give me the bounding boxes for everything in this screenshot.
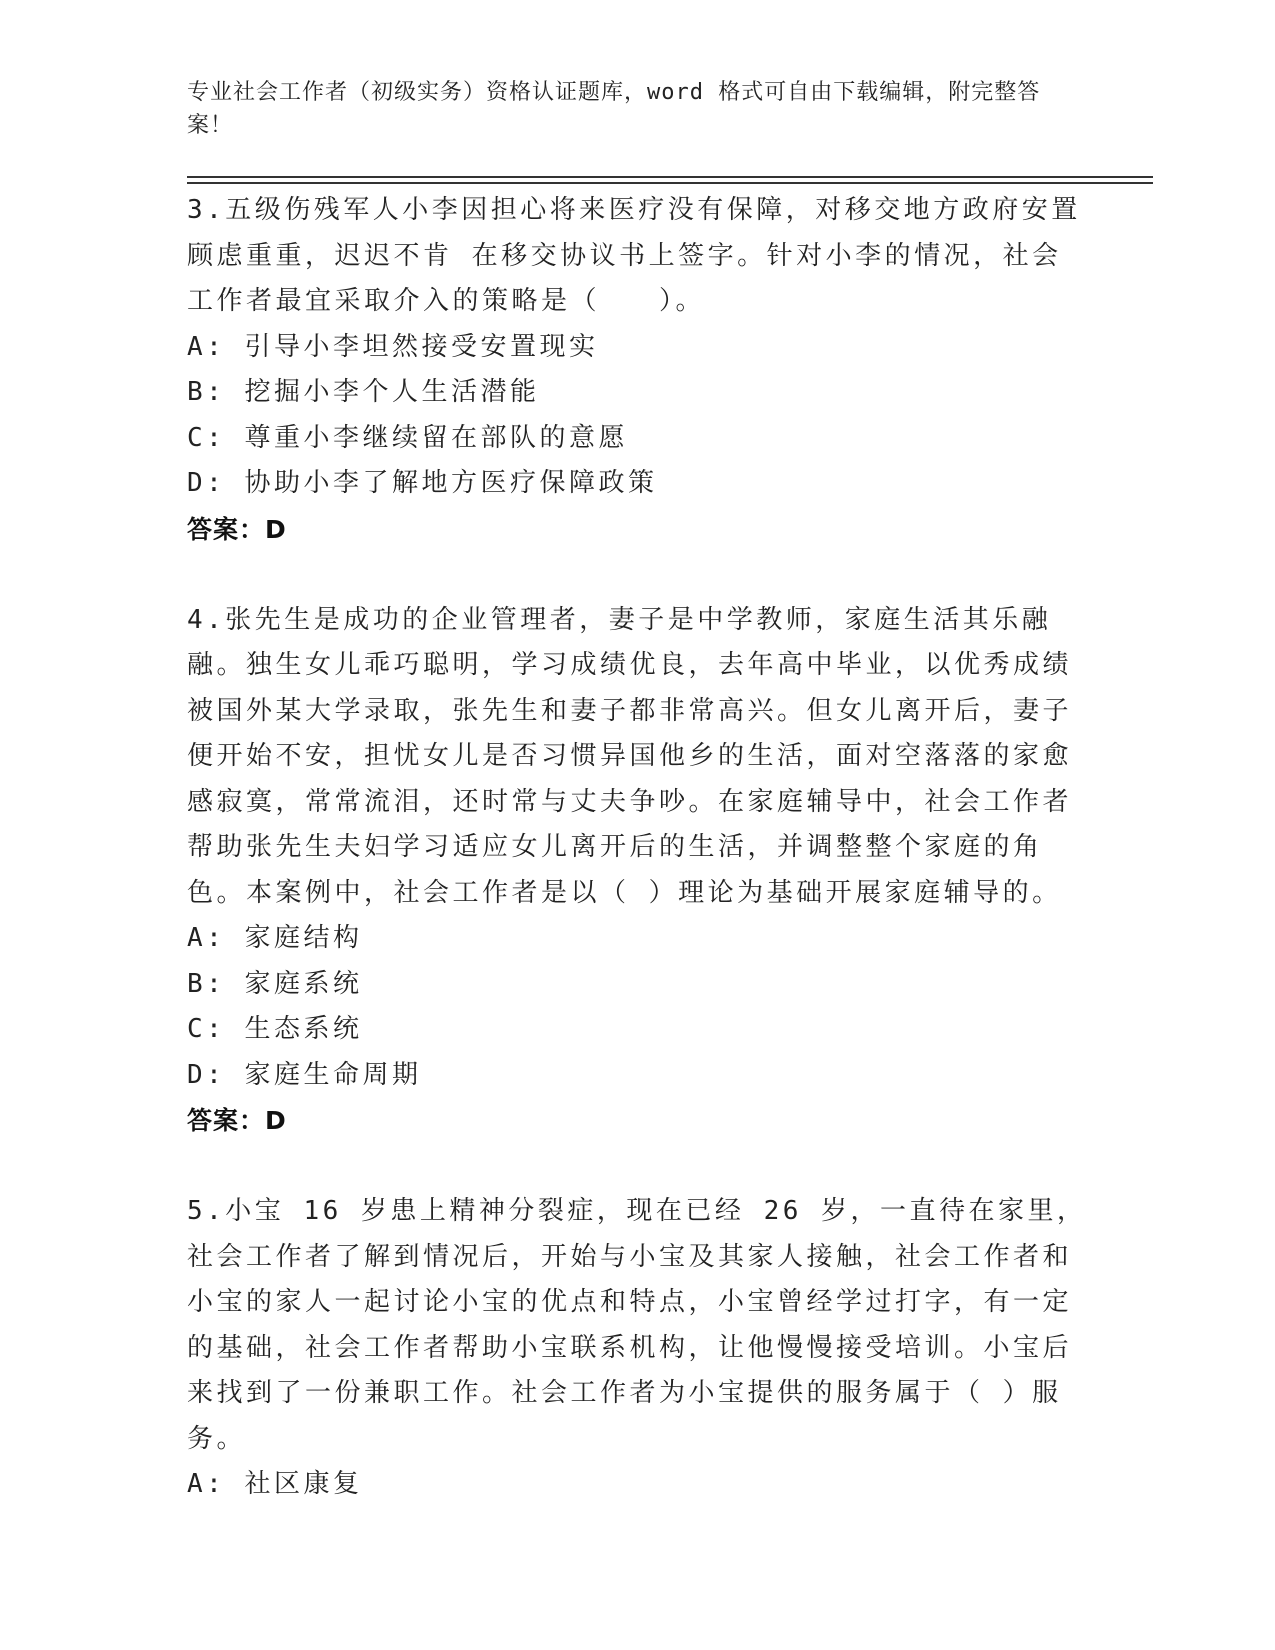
- option-c: C: 生态系统: [187, 1014, 363, 1044]
- question-stem: 5.小宝 16 岁患上精神分裂症，现在已经 26 岁，一直待在家里，社会工作者了解到情况后，开始与小宝及其家人接触，社会工作者和小宝的家人一起讨论小宝的优点和特点，小宝曾经学过打字，有一定的基础，社会工作者帮助小宝联系机构，让他慢慢接受培训。小宝后来找到了一份兼职工作。社会工作者为小宝提供的服务属于（ ）服务。: [187, 1196, 1087, 1454]
- question-spacer: [187, 552, 1087, 598]
- option-d: D: 协助小李了解地方医疗保障政策: [187, 468, 658, 498]
- question-3: [187, 188, 1087, 552]
- option-c: C: 尊重小李继续留在部队的意愿: [187, 422, 628, 453]
- option-b: B: 家庭系统: [187, 968, 363, 999]
- option-a: A: 引导小李坦然接受安置现实: [187, 331, 599, 362]
- question-4: [187, 598, 1087, 1144]
- answer-label: 答案：D: [187, 514, 287, 544]
- document-header: 专业社会工作者（初级实务）资格认证题库，word 格式可自由下载编辑，附完整答案！: [187, 80, 1041, 138]
- option-a: A: 家庭结构: [187, 923, 363, 953]
- answer-label: 答案：D: [187, 1106, 287, 1135]
- option-a: A: 社区康复: [187, 1469, 363, 1499]
- question-list: [187, 188, 1087, 1508]
- question-stem: 3.五级伤残军人小李因担心将来医疗没有保障，对移交地方政府安置顾虑重重，迟迟不肯 在移交协议书上签字。针对小李的情况，社会工作者最宜采取介入的策略是（ ）。: [187, 195, 1081, 316]
- option-b: B: 挖掘小李个人生活潜能: [187, 377, 540, 407]
- header-divider-bottom: [187, 182, 1153, 184]
- question-5: [187, 1189, 1087, 1508]
- option-d: D: 家庭生命周期: [187, 1059, 422, 1090]
- question-spacer: [187, 1143, 1087, 1189]
- header-divider-top: [187, 176, 1153, 178]
- question-stem: 4.张先生是成功的企业管理者，妻子是中学教师，家庭生活其乐融融。独生女儿乖巧聪明，学习成绩优良，去年高中毕业，以优秀成绩被国外某大学录取，张先生和妻子都非常高兴。但女儿离开后，妻子便开始不安，担忧女儿是否习惯异国他乡的生活，面对空落落的家愈感寂寞，常常流泪，还时常与丈夫争吵。在家庭辅导中，社会工作者帮助张先生夫妇学习适应女儿离开后的生活，并调整整个家庭的角色。本案例中，社会工作者是以（ ）理论为基础开展家庭辅导的。: [187, 604, 1073, 908]
